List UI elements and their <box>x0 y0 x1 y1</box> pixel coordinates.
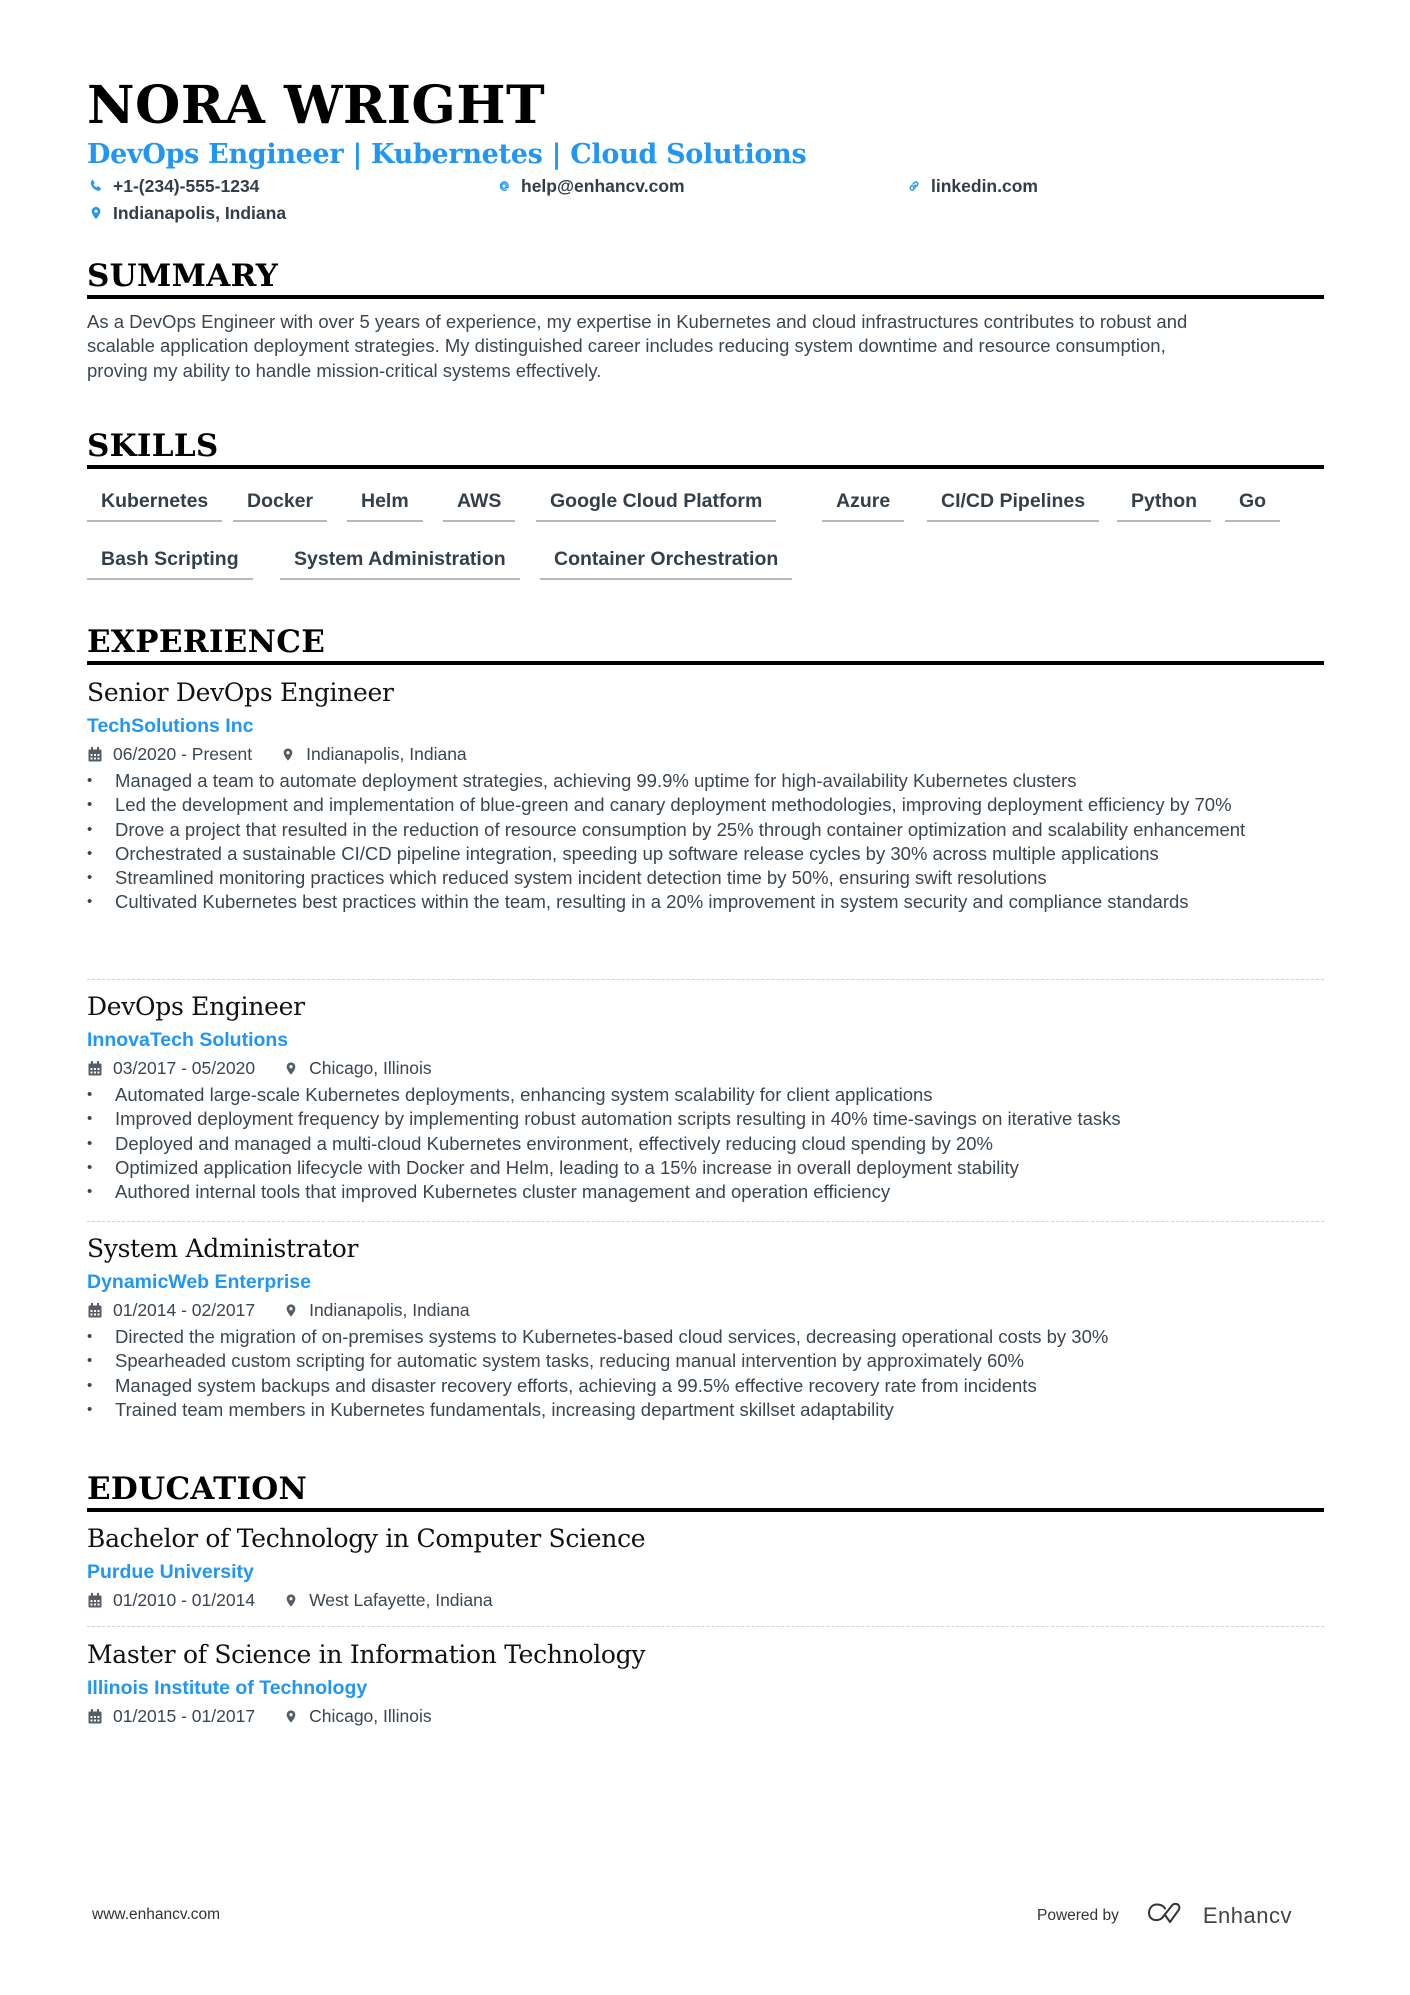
education-dates: 01/2010 - 01/2014 <box>113 1590 256 1610</box>
calendar-icon <box>87 1060 103 1076</box>
bullet-item: • Trained team members in Kubernetes fundamentals, increasing department skillset adaptability <box>87 1398 1324 1422</box>
contact-phone <box>87 175 259 197</box>
bullet-item: • Automated large-scale Kubernetes deployments, enhancing system scalability for client applications <box>87 1083 1324 1107</box>
calendar-icon <box>87 1708 103 1724</box>
footer-website-link[interactable]: www.enhancv.com <box>92 1906 221 1923</box>
skill-tag: System Administration <box>280 546 520 580</box>
phone-text: +1-(234)-555-1234 <box>113 176 260 196</box>
section-divider <box>87 1508 1324 1512</box>
education-dates: 01/2015 - 01/2017 <box>113 1706 256 1726</box>
company-name: TechSolutions Inc <box>87 715 254 737</box>
job-dates: 01/2014 - 02/2017 <box>113 1300 256 1320</box>
job-meta <box>87 1298 1324 1322</box>
skill-tag: Python <box>1117 488 1211 522</box>
skill-tag: Helm <box>347 488 423 522</box>
section-divider <box>87 465 1324 469</box>
footer-powered-by[interactable] <box>1037 1900 1292 1931</box>
at-icon <box>495 177 513 195</box>
school-name: Illinois Institute of Technology <box>87 1677 368 1699</box>
bullet-item: • Optimized application lifecycle with Docker and Helm, leading to a 15% increase in overall deployment stability <box>87 1156 1324 1180</box>
job-location: Indianapolis, Indiana <box>306 744 467 764</box>
skills-section-header <box>87 427 1324 469</box>
calendar-icon <box>87 1302 103 1318</box>
skill-tag: Bash Scripting <box>87 546 253 580</box>
education-entry <box>87 1522 1324 1612</box>
summary-line: scalable application deployment strategies. My distinguished career includes reducing system downtime and resource consumption, <box>87 335 1166 357</box>
calendar-icon <box>87 746 103 762</box>
skill-tag: AWS <box>443 488 515 522</box>
skill-tag: Kubernetes <box>87 488 222 522</box>
map-pin-icon <box>87 204 105 222</box>
location-text: Indianapolis, Indiana <box>113 203 287 223</box>
job-meta <box>87 742 1324 766</box>
experience-heading: EXPERIENCE <box>87 624 326 660</box>
bullet-item: • Orchestrated a sustainable CI/CD pipeline integration, speeding up software release cycles by 30% across multiple applications <box>87 842 1324 866</box>
job-meta <box>87 1056 1324 1080</box>
calendar-icon <box>87 1592 103 1608</box>
bullet-item: • Drove a project that resulted in the reduction of resource consumption by 25% through container optimization and scalability enhancement <box>87 818 1324 842</box>
skill-tag: Docker <box>233 488 327 522</box>
map-pin-icon <box>283 1708 299 1724</box>
bullet-item: • Cultivated Kubernetes best practices within the team, resulting in a 20% improvement in system security and compliance standards <box>87 890 1324 914</box>
map-pin-icon <box>283 1302 299 1318</box>
bullet-item: • Led the development and implementation of blue-green and canary deployment methodologies, improving deployment efficiency by 70% <box>87 793 1324 817</box>
bullet-item: • Directed the migration of on-premises systems to Kubernetes-based cloud services, decreasing operational costs by 30% <box>87 1325 1324 1349</box>
experience-entry <box>87 990 1324 1204</box>
entry-separator <box>87 1221 1324 1222</box>
powered-by-label: Powered by <box>1037 1906 1119 1924</box>
job-bullets <box>87 769 1324 915</box>
job-title: DevOps Engineer <box>87 992 305 1021</box>
education-entry <box>87 1638 1324 1728</box>
link-icon <box>905 177 923 195</box>
skills-heading: SKILLS <box>87 428 219 464</box>
company-name: DynamicWeb Enterprise <box>87 1271 311 1293</box>
email-link[interactable]: help@enhancv.com <box>521 176 685 196</box>
contact-linkedin[interactable] <box>905 175 1038 197</box>
bullet-item: • Managed a team to automate deployment strategies, achieving 99.9% uptime for high-availability Kubernetes clusters <box>87 769 1324 793</box>
phone-icon <box>87 177 105 195</box>
map-pin-icon <box>280 746 296 762</box>
job-bullets <box>87 1083 1324 1204</box>
summary-text <box>87 310 1327 383</box>
bullet-item: • Managed system backups and disaster recovery efforts, achieving a 99.5% effective recovery rate from incidents <box>87 1374 1324 1398</box>
summary-line: proving my ability to handle mission-critical systems effectively. <box>87 359 602 381</box>
brand-name: Enhancv <box>1202 1902 1292 1928</box>
skill-tag: Azure <box>822 488 904 522</box>
experience-entry <box>87 676 1324 915</box>
job-location: Chicago, Illinois <box>309 1058 432 1078</box>
job-dates: 06/2020 - Present <box>113 744 253 764</box>
skill-tag: Container Orchestration <box>540 546 792 580</box>
education-section-header <box>87 1470 1324 1512</box>
experience-section-header <box>87 623 1324 665</box>
contact-email[interactable] <box>495 175 685 197</box>
candidate-headline: DevOps Engineer | Kubernetes | Cloud Solutions <box>87 139 807 170</box>
skill-tag: Google Cloud Platform <box>536 488 776 522</box>
job-bullets <box>87 1325 1324 1422</box>
company-name: InnovaTech Solutions <box>87 1029 289 1051</box>
education-meta <box>87 1704 1324 1728</box>
entry-separator <box>87 979 1324 980</box>
linkedin-link[interactable]: linkedin.com <box>931 176 1038 196</box>
summary-line: As a DevOps Engineer with over 5 years of experience, my expertise in Kubernetes and cloud infrastructures contributes to robust and <box>87 311 1188 332</box>
bullet-item: • Authored internal tools that improved Kubernetes cluster management and operation efficiency <box>87 1180 1324 1204</box>
skill-tag: CI/CD Pipelines <box>927 488 1099 522</box>
map-pin-icon <box>283 1060 299 1076</box>
job-title: System Administrator <box>87 1234 359 1263</box>
degree-title: Master of Science in Information Technology <box>87 1640 646 1669</box>
job-location: Indianapolis, Indiana <box>309 1300 470 1320</box>
education-heading: EDUCATION <box>87 1471 308 1507</box>
experience-entry <box>87 1232 1324 1422</box>
job-dates: 03/2017 - 05/2020 <box>113 1058 256 1078</box>
map-pin-icon <box>283 1592 299 1608</box>
candidate-name: NORA WRIGHT <box>87 75 546 136</box>
section-divider <box>87 295 1324 299</box>
section-divider <box>87 661 1324 665</box>
bullet-item: • Improved deployment frequency by implementing robust automation scripts resulting in 40% time-savings on iterative tasks <box>87 1107 1324 1131</box>
education-meta <box>87 1588 1324 1612</box>
school-name: Purdue University <box>87 1561 254 1583</box>
education-location: Chicago, Illinois <box>309 1706 432 1726</box>
contact-location <box>87 202 286 224</box>
bullet-item: • Deployed and managed a multi-cloud Kubernetes environment, effectively reducing cloud spending by 20% <box>87 1132 1324 1156</box>
summary-heading: SUMMARY <box>87 258 279 294</box>
enhancv-logo-icon <box>1145 1900 1193 1931</box>
degree-title: Bachelor of Technology in Computer Science <box>87 1524 646 1553</box>
education-location: West Lafayette, Indiana <box>309 1590 493 1610</box>
skill-tag: Go <box>1225 488 1280 522</box>
bullet-item: • Spearheaded custom scripting for automatic system tasks, reducing manual intervention by approximately 60% <box>87 1349 1324 1373</box>
bullet-item: • Streamlined monitoring practices which reduced system incident detection time by 50%, ensuring swift resolutions <box>87 866 1324 890</box>
summary-section-header <box>87 257 1324 299</box>
entry-separator <box>87 1626 1324 1627</box>
job-title: Senior DevOps Engineer <box>87 678 394 707</box>
